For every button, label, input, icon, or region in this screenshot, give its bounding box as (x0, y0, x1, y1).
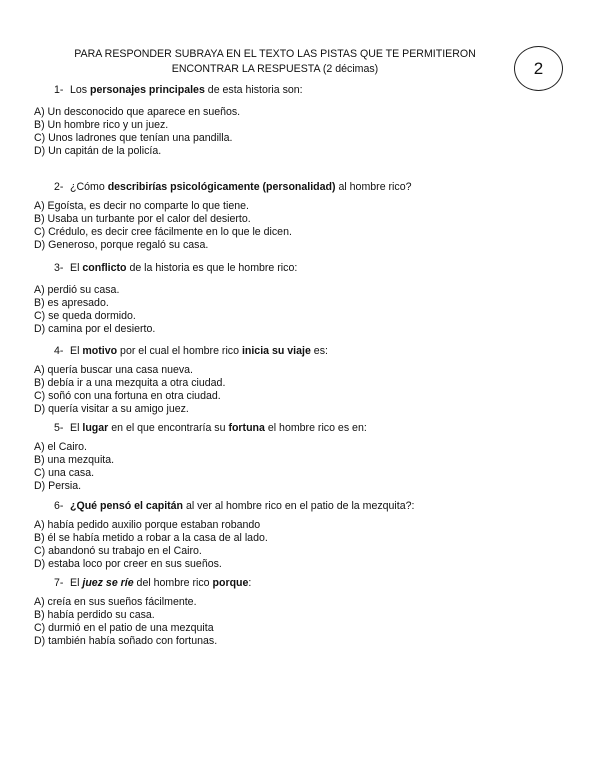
stem-text: El (70, 262, 83, 274)
answer-option: C) Crédulo, es decir cree fácilmente en lo que le dicen. (34, 226, 292, 238)
answer-option: C) durmió en el patio de una mezquita (34, 622, 214, 634)
answer-option: D) Persia. (34, 480, 82, 492)
question-5 (34, 422, 367, 493)
answer-option: D) Generoso, porque regaló su casa. (34, 239, 209, 251)
answer-option: C) se queda dormido. (34, 310, 136, 322)
stem-text: de esta historia son: (204, 84, 303, 96)
answer-option: C) Unos ladrones que tenían una pandilla. (34, 132, 233, 144)
stem-emphasis: describirías psicológicamente (personalidad) (107, 181, 336, 193)
question-stem (54, 500, 414, 513)
answer-option: D) quería visitar a su amigo juez. (34, 403, 189, 415)
stem-emphasis: juez se ríe (82, 577, 134, 589)
answer-option: B) debía ir a una mezquita a otra ciudad. (34, 377, 226, 389)
question-number: 5- (54, 422, 64, 434)
stem-emphasis: conflicto (82, 262, 127, 274)
question-stem (54, 422, 367, 435)
stem-text: es: (310, 345, 328, 357)
page-number-circle (514, 46, 563, 91)
stem-emphasis: personajes principales (90, 84, 205, 96)
question-number: 3- (54, 262, 64, 274)
stem-emphasis: motivo (82, 345, 118, 357)
stem-emphasis: porque (212, 577, 249, 589)
question-6 (34, 500, 414, 571)
stem-text: en el que encontraría su (108, 422, 229, 434)
answer-option: A) creía en sus sueños fácilmente. (34, 596, 197, 608)
stem-text: del hombre rico (133, 577, 213, 589)
stem-text: por el cual el hombre rico (117, 345, 242, 357)
question-stem (54, 84, 303, 97)
answer-option: A) perdió su casa. (34, 284, 120, 296)
question-stem (54, 345, 328, 358)
question-number: 4- (54, 345, 64, 357)
question-number: 6- (54, 500, 64, 512)
stem-text: ¿Cómo (70, 181, 108, 193)
answer-option: D) camina por el desierto. (34, 323, 156, 335)
question-number: 7- (54, 577, 64, 589)
question-number: 2- (54, 181, 64, 193)
answer-option: B) Un hombre rico y un juez. (34, 119, 169, 131)
question-3 (34, 262, 297, 336)
stem-emphasis: inicia su viaje (241, 345, 311, 357)
question-stem (54, 181, 412, 194)
answer-option: B) es apresado. (34, 297, 109, 309)
stem-text: Los (70, 84, 91, 96)
question-1 (34, 84, 303, 158)
answer-option: D) también había soñado con fortunas. (34, 635, 218, 647)
answer-option: A) había pedido auxilio porque estaban robando (34, 519, 261, 531)
answer-option: B) una mezquita. (34, 454, 115, 466)
answer-option: A) quería buscar una casa nueva. (34, 364, 194, 376)
answer-option: A) Egoísta, es decir no comparte lo que tiene. (34, 200, 249, 212)
stem-emphasis: fortuna (228, 422, 265, 434)
answer-option: A) Un desconocido que aparece en sueños. (34, 106, 241, 118)
answer-option: C) abandonó su trabajo en el Cairo. (34, 545, 202, 557)
stem-emphasis: lugar (82, 422, 109, 434)
question-number: 1- (54, 84, 64, 96)
answer-option: B) había perdido su casa. (34, 609, 155, 621)
stem-text: de la historia es que le hombre rico: (126, 262, 298, 274)
question-stem (54, 262, 297, 275)
stem-emphasis: ¿Qué pensó el capitán (70, 500, 184, 512)
answer-option: C) soñó con una fortuna en otra ciudad. (34, 390, 221, 402)
answer-option: B) él se había metido a robar a la casa de al lado. (34, 532, 268, 544)
answer-option: D) estaba loco por creer en sus sueños. (34, 558, 222, 570)
question-7 (34, 577, 251, 648)
question-stem (54, 577, 251, 590)
answer-option: B) Usaba un turbante por el calor del desierto. (34, 213, 251, 225)
answer-option: C) una casa. (34, 467, 95, 479)
stem-text: : (248, 577, 252, 589)
instructions-heading: PARA RESPONDER SUBRAYA EN EL TEXTO LAS PISTAS QUE TE PERMITIERON ENCONTRAR LA RESPUESTA (2 décimas) (74, 48, 476, 75)
stem-text: al ver al hombre rico en el patio de la mezquita?: (183, 500, 415, 512)
stem-text: El (70, 422, 83, 434)
stem-text: el hombre rico es en: (264, 422, 367, 434)
stem-text: El (70, 577, 83, 589)
answer-option: D) Un capitán de la policía. (34, 145, 162, 157)
question-4 (34, 345, 328, 416)
answer-option: A) el Cairo. (34, 441, 87, 453)
question-2 (34, 181, 412, 252)
stem-text: El (70, 345, 83, 357)
page-number: 2 (533, 58, 544, 78)
stem-text: al hombre rico? (335, 181, 412, 193)
